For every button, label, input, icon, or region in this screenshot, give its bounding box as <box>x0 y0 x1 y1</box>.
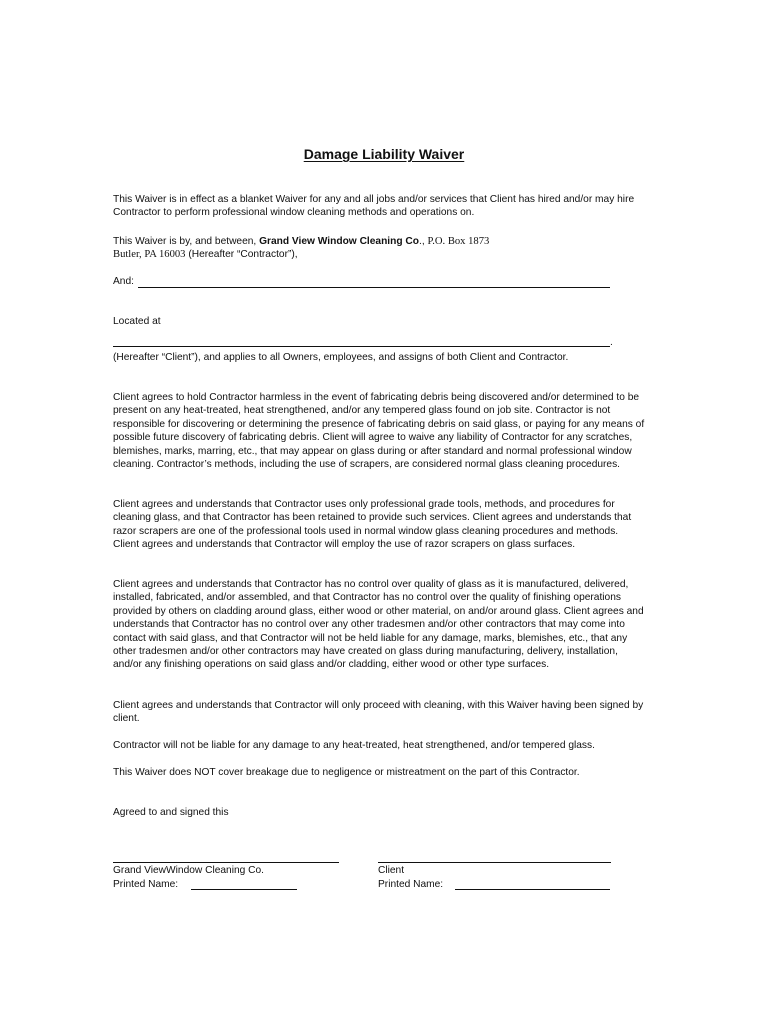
contractor-printed-name-line[interactable] <box>191 889 297 890</box>
company-suffix: ., <box>419 236 428 247</box>
located-label: Located at <box>113 316 161 327</box>
paragraph-negligence: This Waiver does NOT cover breakage due to negligence or mistreatment on the part of this Contractor. <box>113 767 580 778</box>
client-signature-line[interactable] <box>378 862 611 863</box>
contractor-printed-label: Printed Name: <box>113 879 179 890</box>
agreed-text: Agreed to and signed this <box>113 807 229 818</box>
po-box: P.O. Box 1873 <box>427 236 490 247</box>
paragraph-signed-waiver: Client agrees and understands that Contractor will only proceed with cleaning, with this Waiver having been signed by client. <box>113 700 644 725</box>
client-name-line[interactable] <box>138 287 610 288</box>
and-label: And: <box>113 276 134 287</box>
contractor-signature-line[interactable] <box>113 862 339 863</box>
parties-paragraph <box>113 235 645 262</box>
location-period: . <box>610 337 613 348</box>
paragraph-fabricating-debris: Client agrees to hold Contractor harmless in the event of fabricating debris being discovered and/or determined to be present on any heat-treated, heat strengthened, and/or any tempered glass found on job site. Contractor is not responsible for discovering or determining the presence of fabricating debris on said glass, or paying for any means of possible future discovery of fabricating debris. Client will agree to waive any liability of Contractor for any scratches, blemishes, marks, marring, etc., that may appear on glass during or after standard and normal professional window cleaning. Contractor’s methods, including the use of scrapers, are considered normal glass cleaning procedures. <box>113 392 645 471</box>
contractor-signature-name: Grand ViewWindow Cleaning Co. <box>113 865 265 876</box>
client-hereafter: (Hereafter “Client”), and applies to all Owners, employees, and assigns of both Client and Contractor. <box>113 352 569 363</box>
paragraph-tempered-glass: Contractor will not be liable for any damage to any heat-treated, heat strengthened, and/or tempered glass. <box>113 740 595 751</box>
contractor-hereafter: (Hereafter “Contractor”), <box>185 249 298 261</box>
company-name: Grand View Window Cleaning Co <box>259 236 419 247</box>
paragraph-glass-quality: Client agrees and understands that Contractor has no control over quality of glass as it is manufactured, delivered, installed, fabricated, and/or assembled, and that Contractor has no control over the quality of finishing operations provided by others on cladding around glass, either wood or other material, on and/or around glass. Client agrees and understands that Contractor has no control over any other tradesmen and/or other contractors that may come into contact with said glass, and that Contractor will not be held liable for any damage, marks, blemishes, etc., that any other tradesmen and/or other contractors may have created on glass during manufacturing, delivery, installation, and/or any finishing operations on said glass and/or cladding, either wood or other type surfaces. <box>113 579 644 671</box>
document-title: Damage Liability Waiver <box>303 146 465 162</box>
client-printed-name-line[interactable] <box>455 889 610 890</box>
client-printed-label: Printed Name: <box>378 879 444 890</box>
city-state-zip: Butler, PA 16003 <box>113 249 186 261</box>
paragraph-professional-tools: Client agrees and understands that Contractor uses only professional grade tools, methods, and procedures for cleaning glass, and that Contractor has been retained to provide such services. Client agrees and understands that razor scrapers are one of the professional tools used in normal window glass cleaning procedures and methods. Client agrees and understands that Contractor will employ the use of razor scrapers on glass surfaces. <box>113 499 632 551</box>
client-signature-name: Client <box>378 865 405 876</box>
location-line[interactable] <box>113 346 610 347</box>
between-lead: This Waiver is by, and between, <box>113 236 260 247</box>
intro-paragraph: This Waiver is in effect as a blanket Waiver for any and all jobs and/or services that Client has hired and/or may hire Contractor to perform professional window cleaning methods and operations on. <box>113 194 635 219</box>
